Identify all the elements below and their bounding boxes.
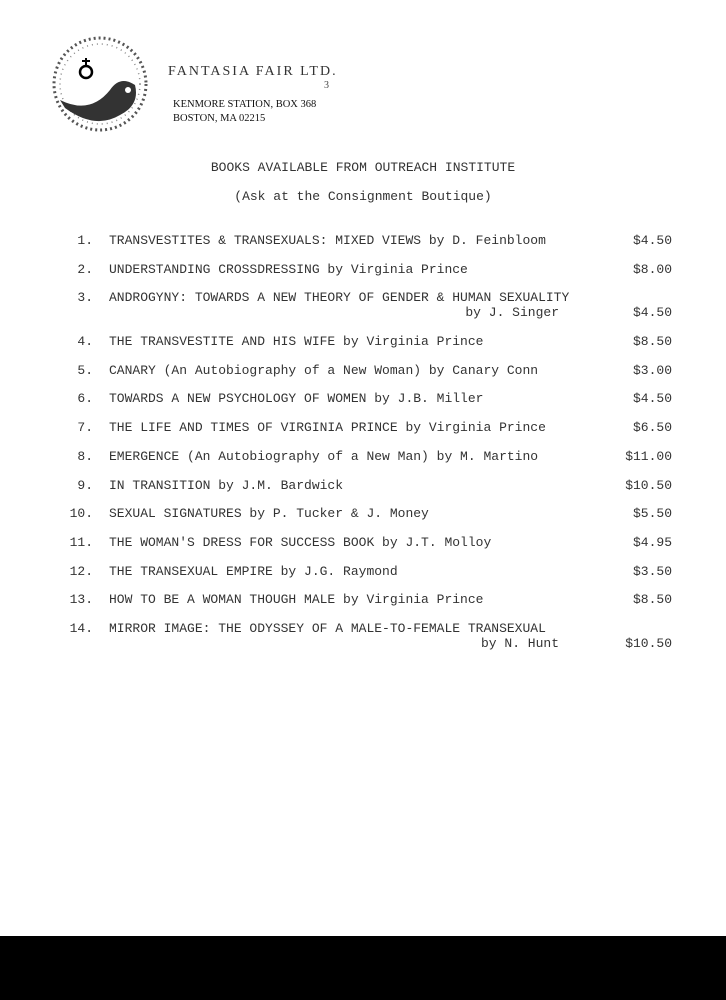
item-number: 12. [69,563,93,579]
page-title: BOOKS AVAILABLE FROM OUTREACH INSTITUTE [210,160,516,175]
book-title: THE WOMAN'S DRESS FOR SUCCESS BOOK by J.T. Molloy [109,534,492,550]
book-title: TOWARDS A NEW PSYCHOLOGY OF WOMEN by J.B. Miller [109,391,484,407]
fantasia-fair-logo [50,30,150,138]
book-price: $11.00 [625,448,672,464]
address-line-2: BOSTON, MA 02215 [173,113,266,124]
item-number: 5. [77,362,93,378]
item-number: 3. [77,290,93,306]
item-number: 6. [77,391,93,407]
book-title: THE TRANSEXUAL EMPIRE by J.G. Raymond [109,563,398,579]
book-price: $8.50 [632,592,672,608]
item-number: 7. [77,420,93,436]
book-price: $4.50 [632,391,672,407]
book-title: TRANSVESTITES & TRANSEXUALS: MIXED VIEWS by D. Feinbloom [109,233,546,248]
book-list-item [60,506,680,521]
book-price: $5.50 [632,506,672,522]
book-title: THE LIFE AND TIMES OF VIRGINIA PRINCE by Virginia Prince [109,420,546,436]
book-title: THE TRANSVESTITE AND HIS WIFE by Virginia Prince [109,334,484,350]
book-list-item [60,592,680,607]
book-list-item [60,363,680,378]
item-number: 9. [77,477,93,493]
book-title: ANDROGYNY: TOWARDS A NEW THEORY OF GENDER & HUMAN SEXUALITY [109,290,570,306]
book-author: by J. Singer [465,305,559,321]
book-list-item [60,535,680,550]
page-subtitle: (Ask at the Consignment Boutique) [234,189,492,204]
book-title: SEXUAL SIGNATURES by P. Tucker & J. Money [109,506,429,522]
book-list-item [60,420,680,435]
book-price: $4.95 [632,534,672,550]
book-price: $6.50 [632,420,672,436]
book-title: IN TRANSITION by J.M. Bardwick [109,477,344,493]
book-price: $10.50 [625,477,672,493]
item-number: 8. [77,448,93,464]
book-list [60,233,680,665]
book-author: by N. Hunt [480,635,559,651]
book-list-item [60,621,680,651]
book-list-item [60,391,680,406]
book-list-item [60,233,680,248]
book-title: HOW TO BE A WOMAN THOUGH MALE by Virginia Prince [109,592,484,608]
book-price: $8.50 [632,334,672,350]
item-number: 14. [69,620,93,636]
book-title: MIRROR IMAGE: THE ODYSSEY OF A MALE-TO-FEMALE TRANSEXUAL [109,620,546,636]
item-number: 11. [69,534,93,550]
item-number: 2. [77,261,93,277]
book-list-item [60,564,680,579]
book-price: $3.00 [632,362,672,378]
book-title: UNDERSTANDING CROSSDRESSING by Virginia Prince [109,261,468,277]
book-price: $4.50 [632,305,672,321]
book-price: $10.50 [625,635,672,651]
item-number: 4. [77,334,93,350]
book-list-item [60,478,680,493]
page-number: 3 [324,80,329,91]
item-number: 1. [77,233,93,248]
company-name: FANTASIA FAIR LTD. [168,64,338,79]
address-line-1: KENMORE STATION, BOX 368 [173,99,317,110]
book-list-item [60,334,680,349]
book-price: $3.50 [632,563,672,579]
book-list-item [60,449,680,464]
book-title: EMERGENCE (An Autobiography of a New Man) by M. Martino [109,448,539,464]
book-title: CANARY (An Autobiography of a New Woman) by Canary Conn [109,362,539,378]
item-number: 13. [69,592,93,608]
address [173,98,316,126]
scan-border [0,936,726,1000]
book-price: $8.00 [632,261,672,277]
item-number: 10. [69,506,93,522]
book-list-item [60,262,680,277]
book-list-item [60,290,680,320]
book-price: $4.50 [632,233,672,248]
